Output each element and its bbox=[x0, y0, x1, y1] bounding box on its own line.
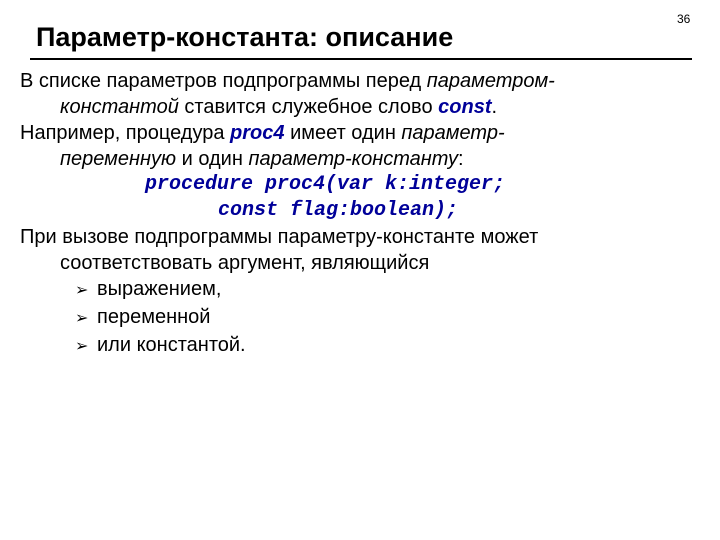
paragraph-3 bbox=[20, 224, 700, 276]
paragraph-1-line-1 bbox=[20, 68, 700, 94]
paragraph-2-line-1 bbox=[20, 120, 700, 146]
paragraph-3-line-1: При вызове подпрограммы параметру-константе может bbox=[20, 226, 539, 248]
slide-body bbox=[20, 68, 700, 360]
title-divider bbox=[30, 58, 692, 60]
slide-title: Параметр-константа: описание bbox=[36, 22, 454, 52]
paragraph-1 bbox=[20, 68, 700, 120]
code-line-1: procedure proc4(var k:integer; bbox=[145, 173, 506, 196]
page-number: 36 bbox=[677, 12, 691, 26]
italic-term: параметр-константу bbox=[248, 148, 459, 170]
list-item bbox=[20, 276, 700, 304]
list-item-label: выражением, bbox=[97, 278, 222, 300]
text-run: и один bbox=[176, 148, 249, 170]
bullet-list bbox=[20, 276, 700, 360]
text-run: Например, процедура bbox=[20, 122, 231, 144]
code-block bbox=[20, 172, 700, 224]
procedure-name: proc4 bbox=[230, 122, 285, 144]
paragraph-2 bbox=[20, 120, 700, 172]
text-run: В списке параметров подпрограммы перед bbox=[20, 70, 427, 92]
text-run: ставится служебное слово bbox=[178, 96, 439, 118]
text-run: : bbox=[458, 148, 464, 170]
list-item-label: переменной bbox=[97, 306, 211, 328]
italic-term: переменную bbox=[60, 148, 177, 170]
italic-term: параметр- bbox=[401, 122, 505, 144]
code-line-2: const flag:boolean); bbox=[218, 199, 459, 222]
arrowhead-bullet-icon: ➢ bbox=[75, 282, 89, 299]
paragraph-2-line-2 bbox=[20, 146, 700, 172]
paragraph-3-line-2: соответствовать аргумент, являющийся bbox=[60, 252, 430, 274]
italic-term: константой bbox=[60, 96, 179, 118]
list-item-label: или константой. bbox=[97, 334, 246, 356]
keyword-const: const bbox=[438, 96, 492, 118]
arrowhead-bullet-icon: ➢ bbox=[75, 338, 89, 355]
paragraph-1-line-2 bbox=[20, 94, 700, 120]
italic-term: параметром- bbox=[426, 70, 555, 92]
text-run: . bbox=[491, 96, 498, 118]
list-item bbox=[20, 304, 700, 332]
text-run: имеет один bbox=[284, 122, 402, 144]
arrowhead-bullet-icon: ➢ bbox=[75, 310, 89, 327]
list-item bbox=[20, 332, 700, 360]
